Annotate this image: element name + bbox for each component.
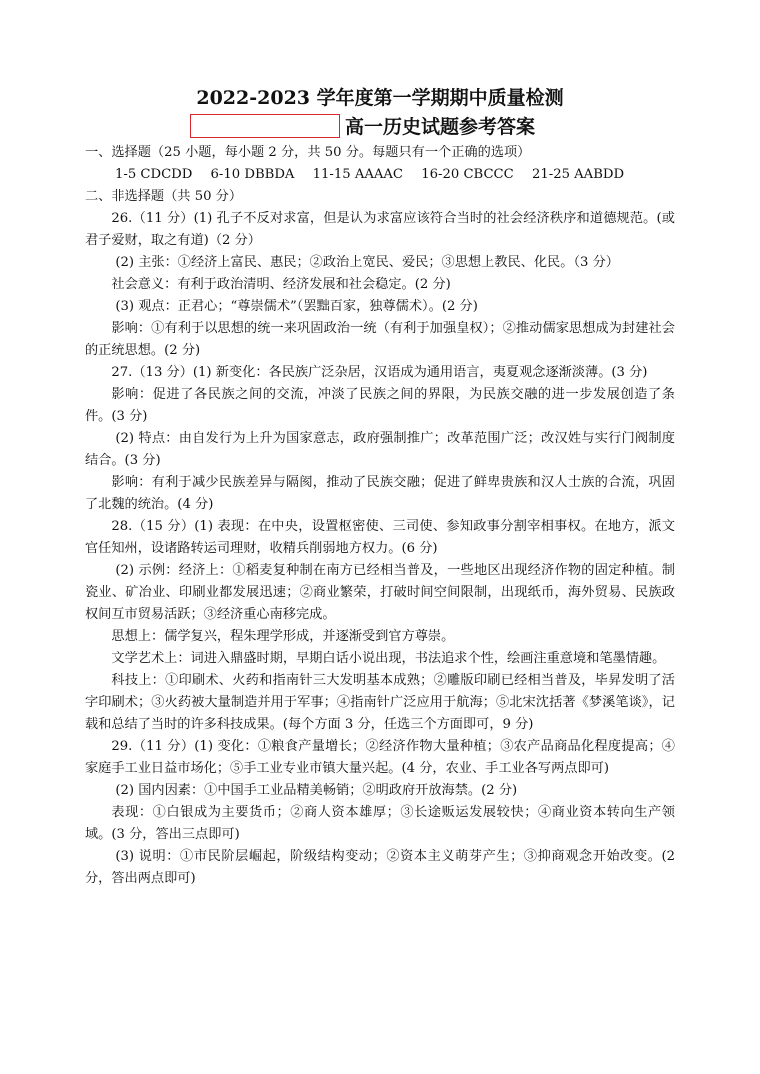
answer-line: (3) 观点：正君心；“尊崇儒术”（罢黜百家，独尊儒术）。(2 分) <box>115 299 478 314</box>
answer-line: (3) 说明：①市民阶层崛起，阶级结构变动；②资本主义萌芽产生；③抑商观念开始改变。(2 分，答出两点即可) <box>85 849 675 886</box>
mc-answers <box>85 164 675 186</box>
answer-line: 28.（15 分）(1) 表现：在中央，设置枢密使、三司使、参知政事分割宰相事权。在地方，派文官任知州，设诸路转运司理财，收精兵削弱地方权力。(6 分) <box>85 519 675 556</box>
answer-line: 社会意义：有利于政治清明、经济发展和社会稳定。(2 分) <box>111 277 451 292</box>
answer-line: 影响：①有利于以思想的统一来巩固政治一统（有利于加强皇权）；②推动儒家思想成为封建社会的正统思想。(2 分) <box>85 321 675 358</box>
exam-title: 2022-2023 学年度第一学期期中质量检测 <box>196 87 564 109</box>
answer-line: 27.（13 分）(1) 新变化：各民族广泛杂居，汉语成为通用语言，夷夏观念逐渐淡薄。(3 分) <box>111 365 648 380</box>
mc-answer-group: 21-25 AABDD <box>531 167 625 182</box>
answer-line: 影响：有利于减少民族差异与隔阂，推动了民族交融；促进了鲜卑贵族和汉人士族的合流，巩固了北魏的统治。(4 分) <box>85 475 675 512</box>
answer-line: (2) 国内因素：①中国手工业品精美畅销；②明政府开放海禁。(2 分) <box>115 783 518 798</box>
answer-line: 影响：促进了各民族之间的交流，冲淡了民族之间的界限，为民族交融的进一步发展创造了条件。(3 分) <box>85 387 675 424</box>
mc-answer-group: 1-5 CDCDD <box>115 167 193 182</box>
section2-heading: 二、非选择题（共 50 分） <box>85 189 243 204</box>
answer-line: 29.（11 分）(1) 变化：①粮食产量增长；②经济作物大量种植；③农产品商品化程度提高；④家庭手工业日益市场化；⑤手工业专业市镇大量兴起。(4 分，农业、手工业各写两点即可) <box>85 739 675 776</box>
answer-line: 思想上：儒学复兴，程朱理学形成，并逐渐受到官方尊崇。 <box>111 629 455 644</box>
answer-key-title: 高一历史试题参考答案 <box>345 116 536 138</box>
answer-line: (2) 特点：由自发行为上升为国家意志，政府强制推广；改革范围广泛；改汉姓与实行门阀制度结合。(3 分) <box>85 431 675 468</box>
mc-answer-group: 11-15 AAAAC <box>312 167 404 182</box>
mc-answer-group: 16-20 CBCCC <box>421 167 514 182</box>
answer-line: 科技上：①印刷术、火药和指南针三大发明基本成熟；②雕版印刷已经相当普及，毕昇发明了活字印刷术；③火药被大量制造并用于军事；④指南针广泛应用于航海；⑤北宋沈括著《梦溪笔谈》，记载和总结了当时的许多科技成果。(每个方面 3 分，任选三个方面即可，9 分) <box>85 673 675 732</box>
answer-line: (2) 示例：经济上：①稻麦复种制在南方已经相当普及，一些地区出现经济作物的固定种植。制瓷业、矿冶业、印刷业都发展迅速；②商业繁荣，打破时间空间限制，出现纸币，海外贸易、民族政权间互市贸易活跃；③经济重心南移完成。 <box>85 563 675 622</box>
mc-answer-group: 6-10 DBBDA <box>210 167 295 182</box>
answer-line: 26.（11 分）(1) 孔子不反对求富，但是认为求富应该符合当时的社会经济秩序和道德规范。(或君子爱财，取之有道)（2 分） <box>85 211 675 248</box>
redacted-box <box>190 114 340 138</box>
answer-content <box>85 142 675 890</box>
answer-line: 表现：①白银成为主要货币；②商人资本雄厚；③长途贩运发展较快；④商业资本转向生产领域。(3 分，答出三点即可) <box>85 805 675 842</box>
answer-line: 文学艺术上：词进入鼎盛时期，早期白话小说出现，书法追求个性，绘画注重意境和笔墨情趣。 <box>111 651 666 666</box>
answer-line: (2) 主张：①经济上富民、惠民；②政治上宽民、爱民；③思想上教民、化民。（3 分） <box>115 255 619 270</box>
section1-heading: 一、选择题（25 小题，每小题 2 分，共 50 分。每题只有一个正确的选项） <box>85 145 531 160</box>
